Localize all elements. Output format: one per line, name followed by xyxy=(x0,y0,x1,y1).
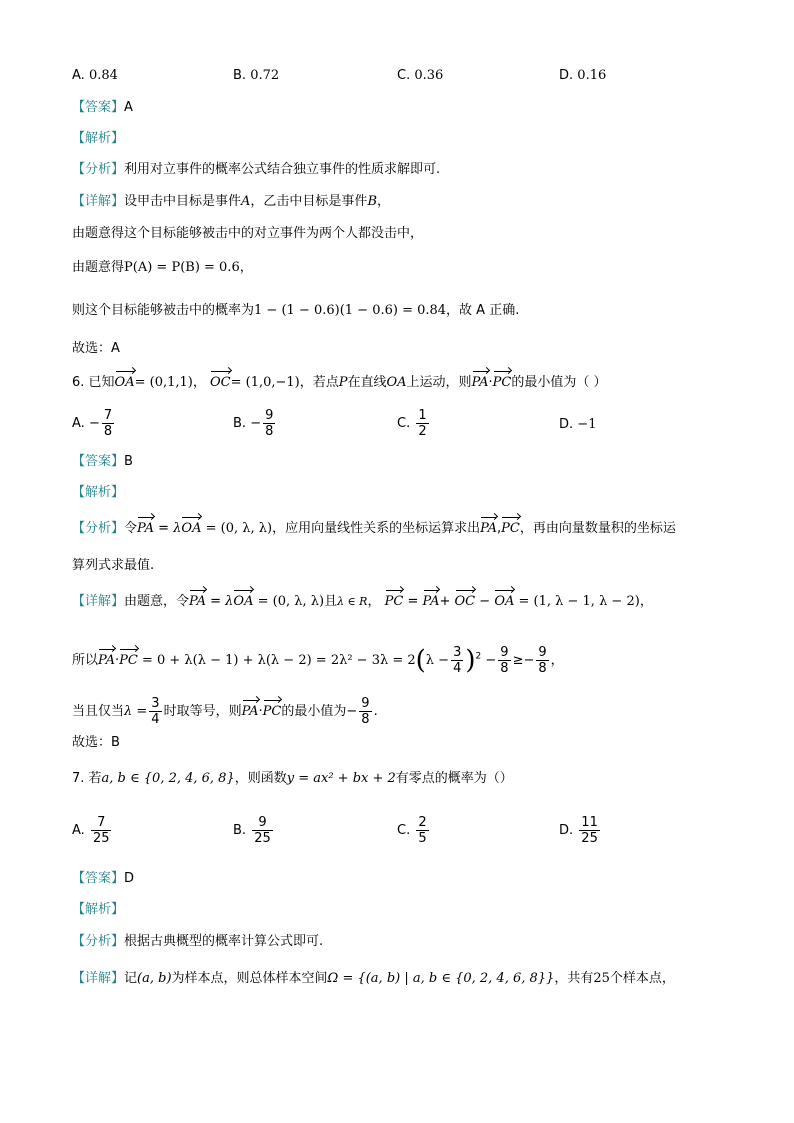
q5-option-c: C. 0.36 xyxy=(397,68,444,83)
q5-choose: 故选：A xyxy=(72,341,120,356)
q7-option-a: A. $\frac{7}{25}$ xyxy=(72,815,110,846)
q7-option-d: D. $\frac{11}{25}$ xyxy=(559,815,598,846)
q5-analysis-label: 【解析】 xyxy=(72,131,125,146)
q6-option-d: D. −1 xyxy=(559,417,597,432)
q6-option-b: B. − $\frac{9}{8}$ xyxy=(233,408,274,439)
q5-detail-3: 由题意得P(A) = P(B) = 0.6， xyxy=(72,260,253,275)
q5-option-d: D. 0.16 xyxy=(559,68,607,83)
q7-analysis-label: 【解析】 xyxy=(72,902,125,917)
q7-answer: 【答案】D xyxy=(72,871,135,886)
q6-option-a: A. − $\frac{7}{8}$ xyxy=(72,408,113,439)
q6-detail-3: 当且仅当λ = $\frac{3}{4}$ 时取等号，则PA·PC的最小值为− $\frac{9}{8}$ . xyxy=(72,696,378,727)
vector-oa: OA xyxy=(114,375,135,390)
q6-detail-2: 所以PA·PC = 0 + λ(λ − 1) + λ(λ − 2) = 2λ² − 3λ = 2(λ − $\frac{3}{4}$ )$^2$ − $\frac{9}{8}$ ≥− $\frac{9}{8}$ ， xyxy=(72,645,564,676)
q7-option-c: C. $\frac{2}{5}$ xyxy=(397,815,427,846)
vector-oc: OC xyxy=(209,375,231,390)
q7-option-b: B. $\frac{9}{25}$ xyxy=(233,815,271,846)
q5-option-b: B. 0.72 xyxy=(233,68,280,83)
q6-analysis-label: 【解析】 xyxy=(72,485,125,500)
q6-detail-1: 【详解】由题意，令PA = λOA = (0, λ, λ)且λ ∈ R， PC = PA+ OC − OA = (1, λ − 1, λ − 2)， xyxy=(72,594,653,609)
q5-detail-2: 由题意得这个目标能够被击中的对立事件为两个人都没击中， xyxy=(72,226,424,241)
q6-fenxi-2: 算列式求最值. xyxy=(72,558,155,573)
q5-answer: 【答案】A xyxy=(72,100,133,115)
q5-fenxi: 【分析】利用对立事件的概率公式结合独立事件的性质求解即可. xyxy=(72,162,441,177)
q5-option-a: A. 0.84 xyxy=(72,68,118,83)
q6-choose: 故选：B xyxy=(72,735,120,750)
q6-fenxi: 【分析】令PA = λOA = (0, λ, λ)，应用向量线性关系的坐标运算求出PA,PC，再由向量数量积的坐标运 xyxy=(72,521,676,536)
q6-stem: 6. 已知OA= (0,1,1)， OC= (1,0,−1)，若点P在直线OA上运动，则PA·PC的最小值为（ ） xyxy=(72,375,607,390)
q5-detail-4: 则这个目标能够被击中的概率为1 − (1 − 0.6)(1 − 0.6) = 0.84，故 A 正确. xyxy=(72,303,520,318)
q6-option-c: C. $\frac{1}{2}$ xyxy=(397,408,427,439)
q5-detail-1: 【详解】设甲击中目标是事件A，乙击中目标是事件B， xyxy=(72,194,391,209)
q6-answer: 【答案】B xyxy=(72,454,133,469)
q7-detail-1: 【详解】记(a, b)为样本点，则总体样本空间Ω = {(a, b) | a, b ∈ {0, 2, 4, 6, 8}}，共有25个样本点， xyxy=(72,971,675,986)
q7-stem: 7. 若a, b ∈ {0, 2, 4, 6, 8}，则函数y = ax² + bx + 2有零点的概率为（） xyxy=(72,771,513,786)
q7-fenxi: 【分析】根据古典概型的概率计算公式即可. xyxy=(72,934,324,949)
